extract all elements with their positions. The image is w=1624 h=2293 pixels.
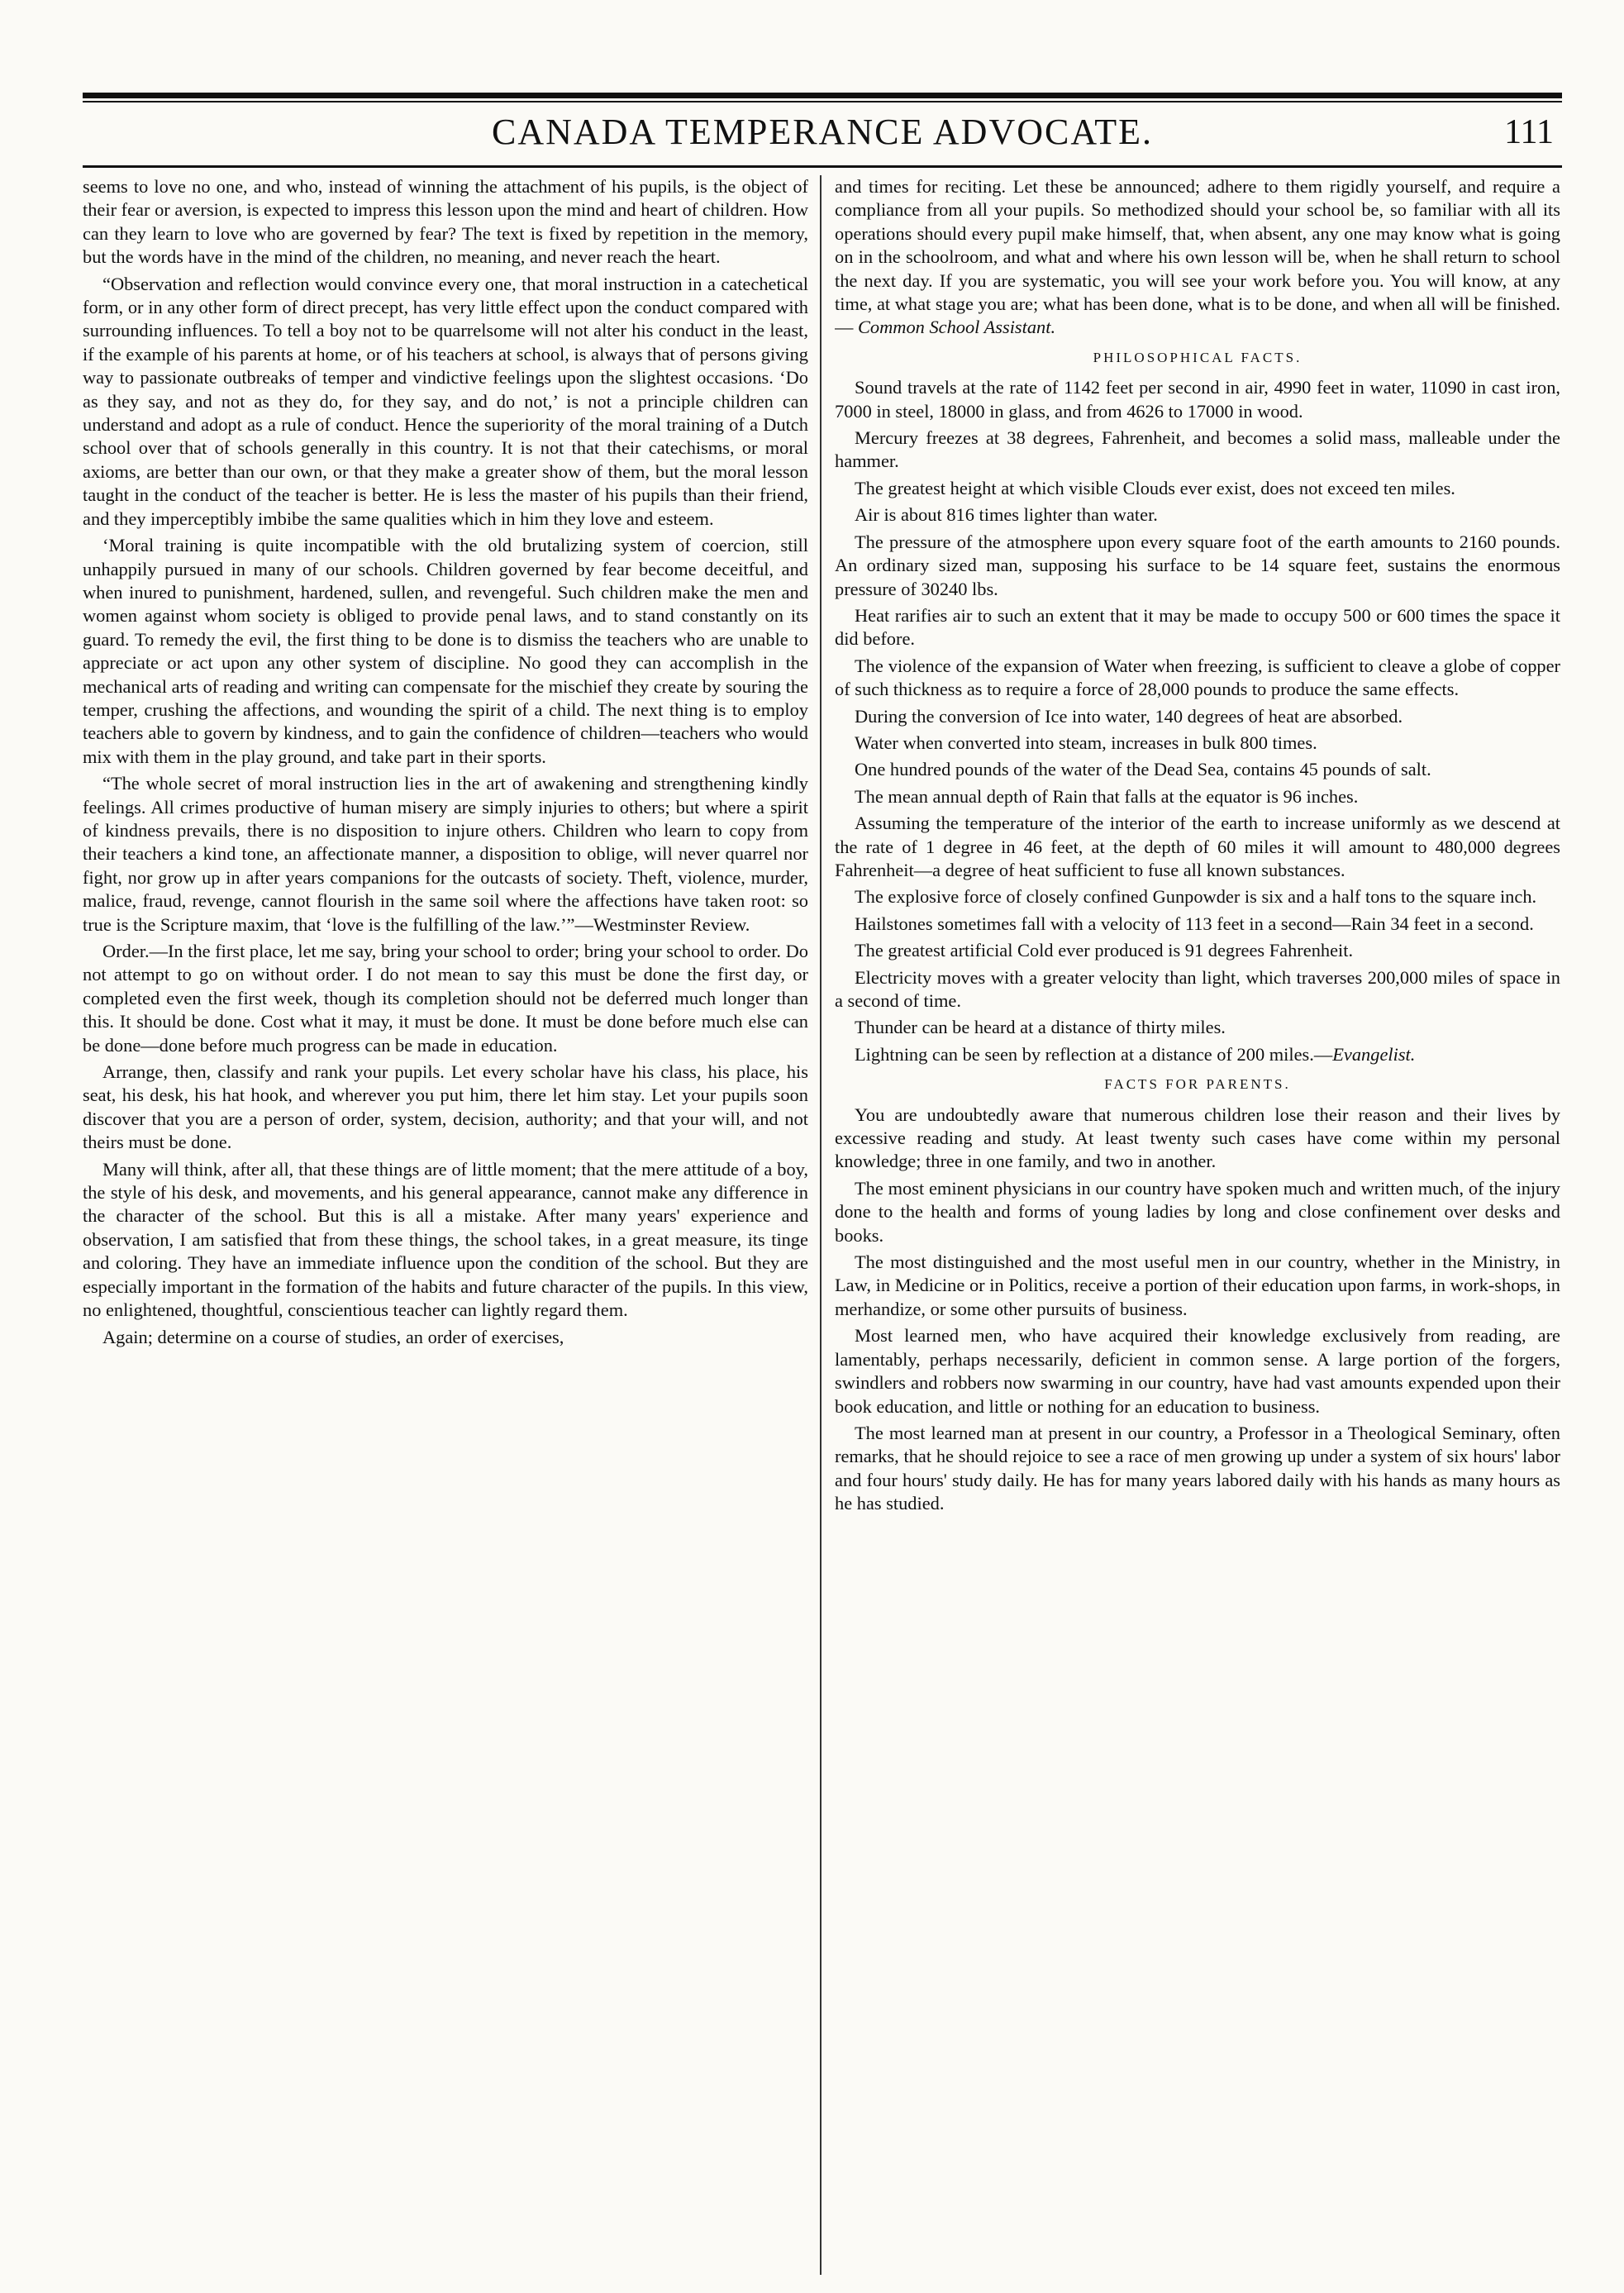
source-attribution: Evangelist. [1332, 1043, 1416, 1065]
fact-item: Assuming the temperature of the interior of the earth to increase uniformly as we descend at the rate of 1 degree in 46 feet, at the depth of 60 miles it will amount to 480,000 degrees Fahrenheit—a degree of heat sufficient to fuse all known substances. [835, 813, 1560, 880]
fact-item: The mean annual depth of Rain that falls at the equator is 96 inches. [855, 785, 1359, 807]
fact-item: Water when converted into steam, increases in bulk 800 times. [855, 732, 1317, 753]
paragraph: “Observation and reflection would convince every one, that moral instruction in a catechetical form, or in any other form of direct precept, has very little effect upon the conduct compared with surrounding influences. To tell a boy not to be quarrelsome will not alter his conduct in the least, if the example of his parents at home, or of his teachers at school, is always that of persons giving way to passionate outbreaks of temper and vindictive feelings upon the slightest occasions. ‘Do as they say, and not as they do, for they say, and do not,’ is not a principle children can understand and adopt as a rule of conduct. Hence the superiority of the moral training of a Dutch school over that of schools generally in this country. It is not that their catechisms, or moral axioms, are better than our own, or that they make a greater show of them, but the moral lesson taught in the conduct of the teacher is better. He is less the master of his pupils than their friend, and they imperceptibly imbibe the same qualities which in him they love and esteem. [83, 273, 808, 529]
paragraph: Arrange, then, classify and rank your pupils. Let every scholar have his class, his place, his seat, his desk, his hat hook, and wherever you put him, there let him stay. Let your pupils soon discover that you are a person of order, system, decision, authority; and that your will, and not theirs must be done. [83, 1061, 808, 1153]
top-border-rule [83, 93, 1562, 98]
fact-item: Mercury freezes at 38 degrees, Fahrenheit, and becomes a solid mass, malleable under the hammer. [835, 427, 1560, 472]
right-column [835, 175, 1560, 2275]
fact-item: The violence of the expansion of Water when freezing, is sufficient to cleave a globe of copper of such thickness as to require a force of 28,000 pounds to produce the same effects. [835, 655, 1560, 700]
parent-paragraph: The most eminent physicians in our country have spoken much and written much, of the injury done to the health and forms of young ladies by long and close confinement over desks and books. [835, 1177, 1560, 1246]
fact-item: The greatest artificial Cold ever produced is 91 degrees Fahrenheit. [855, 940, 1354, 961]
page-number: 111 [1504, 113, 1554, 151]
parent-paragraph: The most learned man at present in our country, a Professor in a Theological Seminary, often remarks, that he should rejoice to see a race of men growing up under a system of six hours' labor and four hours' study daily. He has for many years labored daily with his hands as many hours as he has studied. [835, 1422, 1560, 1514]
fact-item: The greatest height at which visible Clouds ever exist, does not exceed ten miles. [855, 477, 1455, 498]
fact-item: One hundred pounds of the water of the Dead Sea, contains 45 pounds of salt. [855, 759, 1431, 780]
fact-item: Electricity moves with a greater velocity than light, which traverses 200,000 miles of space in a second of time. [835, 966, 1560, 1011]
fact-item: Sound travels at the rate of 1142 feet per second in air, 4990 feet in water, 11090 in cast iron, 7000 in steel, 18000 in glass, and from 4626 to 17000 in wood. [835, 377, 1560, 422]
fact-item: Hailstones sometimes fall with a velocity of 113 feet in a second—Rain 34 feet in a second. [855, 913, 1534, 934]
top-border-thin-rule [83, 101, 1562, 102]
paragraph: Many will think, after all, that these things are of little moment; that the mere attitude of a boy, the style of his desk, and movements, and his general appearance, cannot make any difference in the character of the school. But this is all a mistake. After many years' experience and observation, I am satisfied that from these things, the school takes, in a great measure, its tinge and coloring. They have an immediate influence upon the condition of the school. But they are especially important in the formation of the habits and future character of the pupils. In this view, no enlightened, thoughtful, conscientious teacher can lightly regard them. [83, 1158, 808, 1321]
fact-item: Thunder can be heard at a distance of thirty miles. [855, 1017, 1226, 1038]
paragraph: “The whole secret of moral instruction lies in the art of awakening and strengthening kindly feelings. All crimes productive of human misery are simply injuries to others; but where a spirit of kindness prevails, there is no disposition to injure others. Children who learn to copy from their teachers a kind tone, an affectionate manner, a disposition to oblige, will never quarrel nor fight, nor grow up in after years companions for the outcasts of society. Theft, violence, murder, malice, fraud, revenge, cannot flourish in the same soil where the affections have taken root: so true is the Scripture maxim, that ‘love is the fulfilling of the law.’”—Westminster Review. [83, 773, 808, 935]
source-attribution: Common School Assistant. [858, 317, 1056, 338]
paragraph: ‘Moral training is quite incompatible with the old brutalizing system of coercion, still unhappily pursued in many of our schools. Children governed by fear become deceitful, and when inured to punishment, hardened, sullen, and revengeful. Such children make the men and women against whom society is obliged to provide penal laws, and to stand constantly on its guard. To remedy the evil, the first thing to be done is to dismiss the teachers who are unable to appreciate or act upon any other system of discipline. No good they can accomplish in the mechanical arts of reading and writing can compensate for the mischief they create by souring the temper, crushing the affections, and wounding the spirit of a child. The next thing is to employ teachers able to govern by kindness, and to gain the confidence of children—teachers who would mix with them in the play ground, and take part in their sports. [83, 535, 808, 767]
paragraph-text: and times for reciting. Let these be announced; adhere to them rigidly yourself, and require a compliance from all your pupils. So methodized should your school be, so familiar with all its operations should every pupil make himself, that, when absent, any one may know what is going on in the schoolroom, and what and where his own lesson will be, when he shall return to school the next day. If you are systematic, you will see your work before you. You will know, at any time, at what stage you are; what has been done, what is to be done, and when all will be finished.— [835, 176, 1560, 338]
header-rule [83, 165, 1562, 168]
fact-item: The explosive force of closely confined Gunpowder is six and a half tons to the square inch. [855, 886, 1537, 908]
fact-item: The pressure of the atmosphere upon every square foot of the earth amounts to 2160 pounds. An ordinary sized man, supposing his surface to be 14 square feet, sustains the enormous pressure of 30240 lbs. [835, 531, 1560, 599]
fact-item: During the conversion of Ice into water, 140 degrees of heat are absorbed. [855, 705, 1403, 727]
parent-paragraph: You are undoubtedly aware that numerous children lose their reason and their lives by excessive reading and study. At least twenty such cases have come within my personal knowledge; three in one family, and two in another. [835, 1104, 1560, 1172]
fact-text: Lightning can be seen by reflection at a distance of 200 miles.— [855, 1043, 1333, 1065]
running-title: CANADA TEMPERANCE ADVOCATE. [491, 112, 1154, 152]
paragraph [835, 175, 1560, 340]
left-column [83, 175, 808, 2275]
page-header [83, 107, 1562, 162]
fact-item: Air is about 816 times lighter than water. [855, 504, 1158, 526]
parent-paragraph: The most distinguished and the most useful men in our country, whether in the Ministry, in Law, in Medicine or in Politics, receive a portion of their education upon farms, in work-shops, in merhandize, or some other pursuits of business. [835, 1251, 1560, 1319]
fact-item [835, 1043, 1560, 1066]
paragraph: Order.—In the first place, let me say, bring your school to order; bring your school to order. Do not attempt to go on without order. I do not mean to say this must be done the first day, or completed even the first week, though its completion should not be deferred much longer than this. It should be done. Cost what it may, it must be done. It must be done before much else can be done—done before much progress can be made in education. [83, 941, 808, 1056]
parent-paragraph: Most learned men, who have acquired their knowledge exclusively from reading, are lamentably, perhaps necessarily, deficient in common sense. A large portion of the forgers, swindlers and robbers now swarming in our country, have had vast amounts expended upon their book education, and little or nothing for an education to business. [835, 1325, 1560, 1417]
fact-item: Heat rarifies air to such an extent that it may be made to occupy 500 or 600 times the space it did before. [835, 604, 1560, 650]
paragraph: Again; determine on a course of studies, an order of exercises, [102, 1326, 564, 1347]
column-divider [820, 175, 822, 2275]
section-heading-philosophical-facts: PHILOSOPHICAL FACTS. [1093, 349, 1303, 365]
paragraph: seems to love no one, and who, instead of winning the attachment of his pupils, is the object of their fear or aversion, is expected to impress this lesson upon the mind and heart of children. How can they learn to love who are governed by fear? The text is fixed by repetition in the memory, but the words have in the mind of the children, no meaning, and never reach the heart. [83, 176, 808, 268]
section-heading-facts-for-parents: FACTS FOR PARENTS. [1104, 1076, 1291, 1093]
